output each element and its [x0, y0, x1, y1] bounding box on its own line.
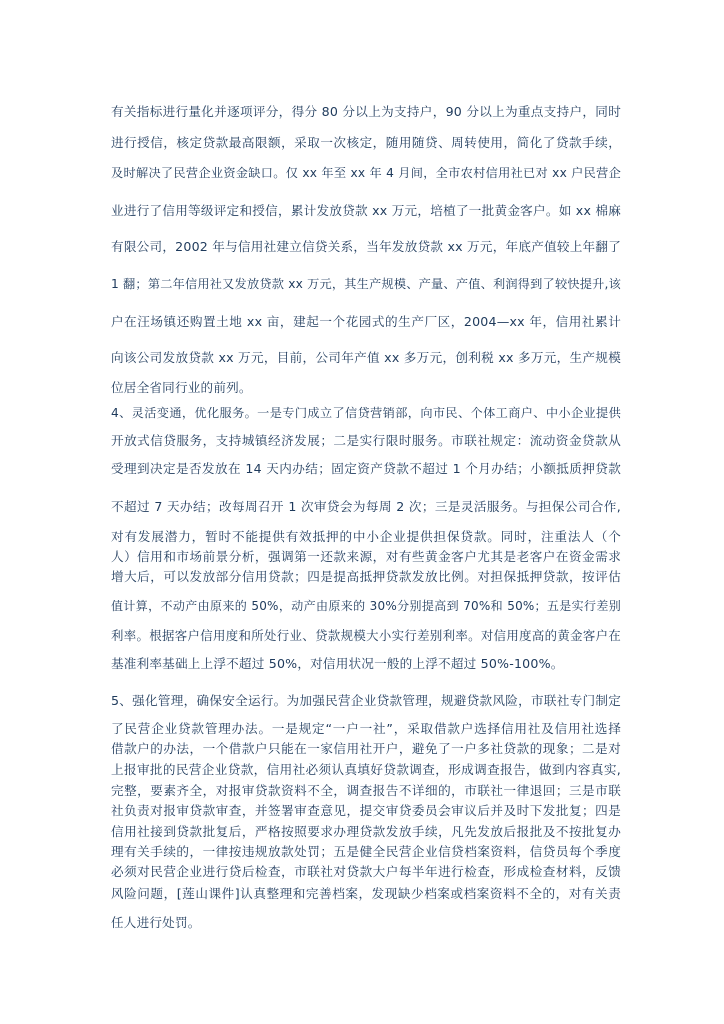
text-line: 信用社接到贷款批复后，严格按照要求办理贷款发放手续，凡先发放后报批及不按批复办 [111, 824, 621, 839]
text-line: 社负责对报审贷款审查，并签署审查意见，提交审贷委员会审议后并及时下发批复；四是 [111, 803, 621, 818]
text-line: 了民营企业贷款管理办法。一是规定“一户一社”，采取借款户选择信用社及信用社选择 [111, 721, 621, 736]
text-line: 借款户的办法，一个借款户只能在一家信用社开户，避免了一户多社贷款的现象；二是对 [111, 741, 621, 756]
text-line: 进行授信，核定贷款最高限额，采取一次核定，随用随贷、周转使用，简化了贷款手续， [111, 135, 621, 150]
text-line: 理有关手续的，一律按违规放款处罚；五是健全民营企业信贷档案资料，信贷员每个季度 [111, 844, 621, 859]
text-line: 完整，要素齐全，对报审贷款资料不全，调查报告不详细的，市联社一律退回；三是市联 [111, 783, 621, 798]
text-line: 受理到决定是否发放在 14 天内办结；固定资产贷款不超过 1 个月办结；小额抵质押贷款 [111, 461, 621, 476]
text-line: 基准利率基础上上浮不超过 50%，对信用状况一般的上浮不超过 50%-100%。 [111, 656, 564, 671]
text-line: 位居全省同行业的前列。 [111, 380, 252, 395]
text-line: 必须对民营企业进行贷后检查，市联社对贷款大户每半年进行检查，形成检查材料，反馈 [111, 864, 621, 879]
section-heading-4: 4、灵活变通，优化服务。一是专门成立了信贷营销部，向市民、个体工商户、中小企业提供 [111, 406, 621, 420]
text-line: 户在汪场镇还购置土地 xx 亩，建起一个花园式的生产厂区，2004—xx 年，信用社累计 [111, 314, 621, 329]
section-heading-5: 5、强化管理，确保安全运行。为加强民营企业贷款管理，规避贷款风险，市联社专门制定 [111, 693, 621, 708]
text-line: 不超过 7 天办结；改每周召开 1 次审贷会为每周 2 次；三是灵活服务。与担保公司合作, [111, 499, 621, 514]
text-line: 值计算，不动产由原来的 50%，动产由原来的 30%分别提高到 70%和 50%；五是实行差别 [111, 599, 621, 613]
text-line: 任人进行处罚。 [111, 915, 201, 930]
text-line: 业进行了信用等级评定和授信，累计发放贷款 xx 万元，培植了一批黄金客户。如 xx 棉麻 [111, 203, 621, 218]
text-line: 对有发展潜力，暂时不能提供有效抵押的中小企业提供担保贷款。同时，注重法人（个 [111, 529, 621, 544]
text-line: 向该公司发放贷款 xx 万元，目前，公司年产值 xx 多万元，创利税 xx 多万元，生产规模 [111, 350, 621, 365]
text-line: 有限公司，2002 年与信用社建立信贷关系，当年发放贷款 xx 万元，年底产值较上年翻了 [111, 239, 621, 254]
text-line: 1 翻；第二年信用社又发放贷款 xx 万元，其生产规模、产量、产值、利润得到了较快提升,该 [111, 277, 621, 291]
text-line: 人）信用和市场前景分析，强调第一还款来源，对有些黄金客户尤其是老客户在资金需求 [111, 549, 621, 564]
text-line: 及时解决了民营企业资金缺口。仅 xx 年至 xx 年 4 月间，全市农村信用社已对 xx 户民营企 [111, 166, 621, 180]
text-line: 增大后，可以发放部分信用贷款；四是提高抵押贷款发放比例。对担保抵押贷款，按评估 [111, 569, 621, 584]
text-line: 有关指标进行量化并逐项评分，得分 80 分以上为支持户，90 分以上为重点支持户，同时 [111, 104, 621, 119]
text-line: 上报审批的民营企业贷款，信用社必须认真填好贷款调查，形成调查报告，做到内容真实, [111, 762, 621, 777]
text-line: 利率。根据客户信用度和所处行业、贷款规模大小实行差别利率。对信用度高的黄金客户在 [111, 628, 621, 643]
text-line: 开放式信贷服务，支持城镇经济发展；二是实行限时服务。市联社规定：流动资金贷款从 [111, 433, 621, 448]
text-line: 风险问题，[莲山课件]认真整理和完善档案，发现缺少档案或档案资料不全的，对有关责 [111, 886, 621, 901]
